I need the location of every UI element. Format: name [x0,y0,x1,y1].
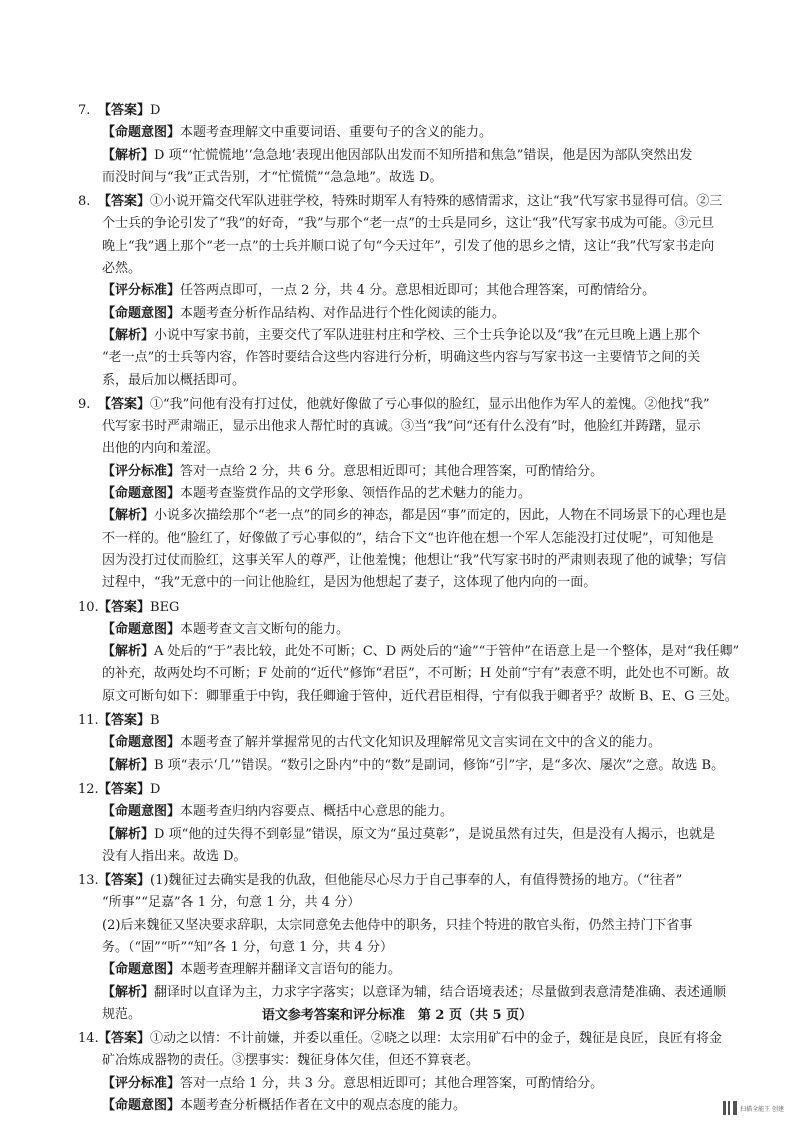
answer-line [80,824,794,846]
section-tag: 【答案】 [98,781,151,797]
answer-line [80,915,794,937]
line-text: 务。（“固”“听”“知”各 1 分，句意 1 分，共 4 分） [102,939,393,955]
answer-line [80,258,794,280]
answer-line [80,641,794,663]
line-text: 原文可断句如下：卿罪重于中钩，我任卿逾于管仲，近代君臣相得，宁有似我于卿者乎？故断 B、E、G 三处。 [102,688,738,704]
answer-line [80,145,794,167]
line-text: D [150,781,161,797]
question-number: 7. [78,103,91,118]
line-text: 矿冶炼成器物的责任。③摆事实：魏征身体欠佳，但还不算衰老。 [102,1053,480,1069]
line-text: 本题考查理解文中重要词语、重要句子的含义的能力。 [180,125,493,141]
answer-line [80,1050,794,1072]
answer-line [80,167,794,189]
question-number: 10. [78,599,99,615]
answer-line [80,303,794,325]
section-tag: 【命题意图】 [102,1098,181,1114]
line-text: 任答两点即可，一点 2 分，共 4 分。意思相近即可；其他合理答案，可酌情给分。 [180,283,656,299]
line-text: 答对一点给 2 分，共 6 分。意思相近即可；其他合理答案，可酌情给分。 [180,463,604,479]
section-tag: 【评分标准】 [102,283,181,299]
question-number: 9. [78,396,91,412]
line-text: 没有人指出来。故选 D。 [102,848,247,864]
section-tag: 【解析】 [102,147,155,163]
line-text: 而没时间与“我”正式告别，才“忙慌慌”“急急地”。故选 D。 [102,169,443,185]
answer-line [80,370,794,392]
answer-line [80,213,794,235]
line-text: ①“我”问他有没有打过仗，他就好像做了亏心事似的脸红，显示出他作为军人的羞愧。②他找“我” [150,396,710,412]
answer-line [80,528,794,550]
section-tag: 【评分标准】 [102,463,181,479]
line-text: 本题考查理解并翻译文言语句的能力。 [180,962,402,978]
answer-line [80,550,794,572]
answer-line [80,347,794,369]
answer-line [80,732,794,754]
answer-line [80,280,794,302]
answer-line [80,236,794,258]
line-text: “老一点”的士兵等内容，作答时要结合这些内容进行分析，明确这些内容与写家书这一主要情节之间的关 [102,350,701,366]
line-text: (1)魏征过去确实是我的仇敌，但他能尽心尽力于自己事奉的人，有值得赞扬的地方。（“往者” [150,873,683,889]
answer-line [80,686,794,708]
question-block [80,779,794,868]
line-text: ①动之以情：不计前嫌，并委以重任。②晓之以理：太宗用矿石中的金子，魏征是良匠，良匠有将金 [150,1031,723,1047]
section-tag: 【解析】 [102,508,155,524]
line-text: 本题考查了解并掌握常见的古代文化知识及理解常见文言实词在文中的含义的能力。 [180,735,662,751]
section-tag: 【答案】 [98,713,151,729]
section-tag: 【命题意图】 [102,962,181,978]
answer-line [80,663,794,685]
answer-line [80,122,794,144]
answer-line [80,416,794,438]
answer-line [80,619,794,641]
section-tag: 【解析】 [102,984,155,1000]
line-text: A 处后的“于”表比较，此处不可断；C、D 两处后的“逾”“于管仲”在语意上是一个整体，是对“我任卿” [154,644,740,660]
question-block [80,100,794,189]
answer-content [80,100,794,1117]
section-tag: 【解析】 [102,757,155,773]
answer-line [80,100,794,122]
answer-line [80,1028,794,1050]
answer-line [80,755,794,777]
line-text: ①小说开篇交代军队进驻学校，特殊时期军人有特殊的感情需求，这让“我”代写家书显得可信。②三 [150,194,723,210]
section-tag: 【答案】 [98,873,151,889]
answer-line [80,1095,794,1117]
section-tag: 【答案】 [98,194,151,210]
section-tag: 【命题意图】 [102,305,181,321]
answer-line [80,597,794,619]
question-block [80,191,794,392]
line-text: 本题考查鉴赏作品的文学形象、领悟作品的艺术魅力的能力。 [180,486,532,502]
scanner-watermark [723,1101,784,1115]
line-text: 本题考查文言文断句的能力。 [180,621,350,637]
question-number: 13. [78,873,99,889]
answer-line [80,505,794,527]
answer-line [80,801,794,823]
answer-line [80,438,794,460]
answer-line [80,892,794,914]
line-text: 个士兵的争论引发了“我”的好奇，“我”与那个“老一点”的士兵是同乡，这让“我”代写家书成为可能。③元旦 [102,216,715,232]
line-text: BEG [150,599,180,615]
line-text: 的补充，故两处均不可断；F 处前的“近代”修饰“君臣”，不可断；H 处前“宁有”表意不明，此处也不可断。故 [102,666,730,682]
question-number: 11. [78,713,99,729]
question-block [80,1028,794,1117]
section-tag: 【命题意图】 [102,125,181,141]
answer-line [80,572,794,594]
page-footer: 语文参考答案和评分标准 第 2 页（共 5 页） [261,1008,533,1023]
answer-line [80,325,794,347]
qr-code-icon [723,1101,737,1115]
answer-line [80,846,794,868]
question-block [80,870,794,1026]
line-text: 本题考查归纳内容要点、概括中心意思的能力。 [180,804,454,820]
line-text: (2)后来魏征又坚决要求辞职，太宗同意免去他侍中的职务，只挂个特进的散官头衔，仍然主持门下省事 [102,917,693,933]
answer-line [80,959,794,981]
answer-line [80,937,794,959]
section-tag: 【命题意图】 [102,735,181,751]
line-text: 代写家书时严肃端正，显示出他求人帮忙时的真诚。③当“我”问“还有什么没有”时，他脸红并踌躇，显示 [102,419,701,435]
question-block [80,597,794,708]
section-tag: 【评分标准】 [102,1075,181,1091]
line-text: D 项“他的过失得不到彰显”错误，原文为“虽过莫彰”，是说虽然有过失，但是没有人揭示，也就是 [154,826,716,842]
section-tag: 【解析】 [102,327,155,343]
answer-line [80,710,794,732]
answer-line [80,461,794,483]
section-tag: 【命题意图】 [102,621,181,637]
line-text: 小说多次描绘那个“老一点”的同乡的神态，都是因“事”而定的，因此，人物在不同场景下的心理也是 [154,508,727,524]
answer-line [80,483,794,505]
answer-line [80,394,794,416]
question-block [80,710,794,777]
answer-line [80,191,794,213]
line-text: 规范。 [102,1006,142,1022]
question-number: 14. [78,1031,99,1047]
section-tag: 【答案】 [98,103,151,118]
line-text: “所事”“足嘉”各 1 分，句意 1 分，共 4 分） [102,895,361,911]
line-text: 系，最后加以概括即可。 [102,372,246,388]
section-tag: 【答案】 [98,1031,151,1047]
line-text: 必然。 [102,261,142,277]
section-tag: 【命题意图】 [102,804,181,820]
line-text: D [150,103,161,118]
section-tag: 【命题意图】 [102,486,181,502]
question-number: 8. [78,194,91,210]
answer-line [80,779,794,801]
line-text: 小说中写家书前，主要交代了军队进驻村庄和学校、三个士兵争论以及“我”在元旦晚上遇上那个 [154,327,701,343]
line-text: 因为没打过仗而脸红，这事关军人的尊严，让他羞愧；他想让“我”代写家书时的严肃则表现了他的诚挚；写信 [102,552,727,568]
line-text: 出他的内向和羞涩。 [102,441,220,457]
line-text: 晚上“我”遇上那个“老一点”的士兵并顺口说了句“今天过年”，引发了他的思乡之情，这让“我”代写家书走向 [102,238,715,254]
line-text: 答对一点给 1 分，共 3 分。意思相近即可；其他合理答案，可酌情给分。 [180,1075,604,1091]
line-text: B [150,713,160,729]
scanner-watermark-text: 扫描全能王 创建 [740,1105,784,1113]
question-number: 12. [78,781,99,797]
line-text: 本题考查分析作品结构、对作品进行个性化阅读的能力。 [180,305,506,321]
question-block [80,394,794,595]
line-text: 过程中，“我”无意中的一问让他脸红，是因为他想起了妻子，这体现了他内向的一面。 [102,575,597,591]
section-tag: 【答案】 [98,396,151,412]
answer-line [80,982,794,1004]
section-tag: 【答案】 [98,599,151,615]
section-tag: 【解析】 [102,826,155,842]
section-tag: 【解析】 [102,644,155,660]
line-text: 本题考查分析概括作者在文中的观点态度的能力。 [180,1098,467,1114]
line-text: 翻译时以直译为主，力求字字落实；以意译为辅，结合语境表述；尽量做到表意清楚准确、表述通顺 [154,984,727,1000]
answer-line [80,870,794,892]
line-text: 不一样的。他“脸红了，好像做了亏心事似的”，结合下文“也许他在想一个军人怎能没打过仗呢”，可知他是 [102,530,714,546]
answer-line [80,1073,794,1095]
line-text: B 项“表示‘几’”错误。“数引之卧内”中的“数”是副词，修饰“引”字，是“多次、屡次”之意。故选 B。 [154,757,725,773]
line-text: D 项“‘忙慌慌地’‘急急地’表现出他因部队出发而不知所措和焦急”错误，他是因为部队突然出发 [154,147,693,163]
